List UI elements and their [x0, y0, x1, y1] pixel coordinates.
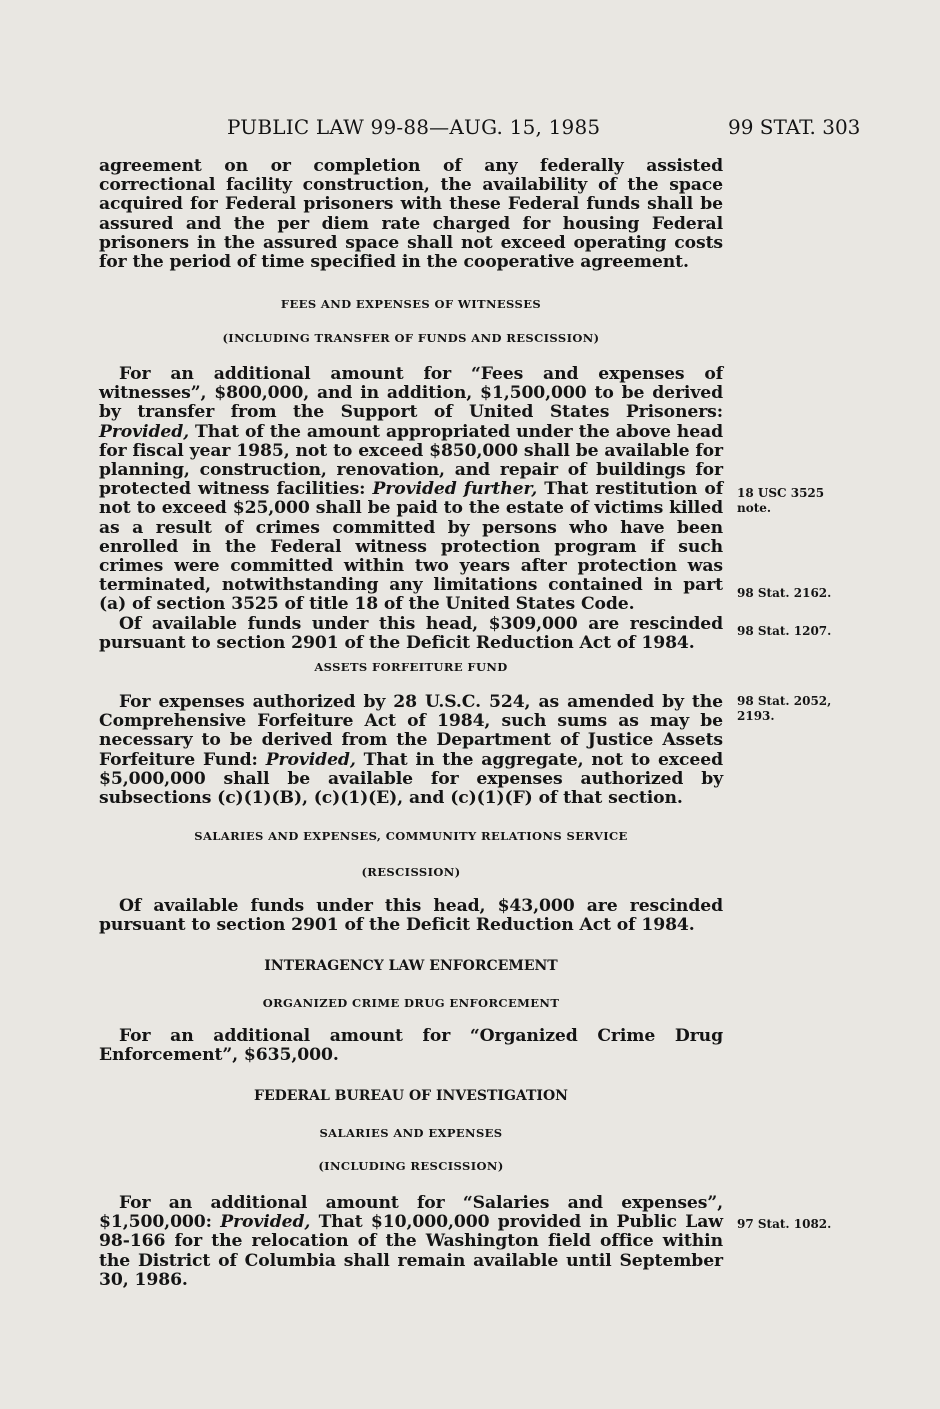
fbi-text — [99, 1194, 723, 1290]
section-subheading-witnesses: (INCLUDING TRANSFER OF FUNDS AND RESCISSION) — [222, 331, 600, 345]
margin-note-stat-1082: 97 Stat. 1082. — [737, 1217, 832, 1231]
section-heading-forfeiture: ASSETS FORFEITURE FUND — [314, 660, 508, 674]
stat-page-number: 99 STAT. 303 — [728, 115, 861, 139]
section-heading-community: SALARIES AND EXPENSES, COMMUNITY RELATIONS SERVICE — [194, 829, 628, 843]
paragraph: For an additional amount for “Salaries and expenses”, $1,500,000: Provided, That $10,000,000 provided in Public Law 98-166 for the relocation of the Washington field office within the District of Columbia shall remain available until September 30, 1986. — [99, 1193, 723, 1290]
continued-paragraph — [99, 157, 723, 272]
margin-note-stat-2162: 98 Stat. 2162. — [737, 586, 832, 600]
forfeiture-text — [99, 693, 723, 808]
proviso: Provided further, — [372, 479, 538, 500]
section-subheading-fbi: (INCLUDING RESCISSION) — [318, 1159, 504, 1173]
paragraph: For an additional amount for “Fees and expenses of witnesses”, $800,000, and in addition, $1,500,000 to be derived by transfer from the Support of United States Prisoners: Provided, That of the amount appropriated under the above head for fiscal year 1985, not to exceed $850,000 shall be available for planning, construction, renovation, and repair of buildings for protected witness facilities: Provided further, That restitution of not to exceed $25,000 shall be paid to the estate of victims killed as a result of crimes committed by persons who have been enrolled in the Federal witness protection program if such crimes were committed within two years after protection was terminated, notwithstanding any limitations contained in part (a) of section 3525 of title 18 of the United States Code. — [99, 364, 724, 615]
title-interagency: INTERAGENCY LAW ENFORCEMENT — [264, 958, 558, 974]
section-heading-ocde: ORGANIZED CRIME DRUG ENFORCEMENT — [262, 996, 560, 1010]
section-heading-witnesses: FEES AND EXPENSES OF WITNESSES — [280, 297, 542, 311]
section-heading-fbi-salaries: SALARIES AND EXPENSES — [319, 1126, 503, 1140]
title-fbi: FEDERAL BUREAU OF INVESTIGATION — [254, 1088, 568, 1104]
running-title: PUBLIC LAW 99-88—AUG. 15, 1985 — [227, 115, 601, 139]
paragraph: Of available funds under this head, $309,000 are rescinded pursuant to section 2901 of the Deficit Reduction Act of 1984. — [99, 613, 723, 653]
proviso: Provided, — [265, 749, 356, 770]
margin-note-usc: 18 USC 3525 note. — [737, 486, 825, 515]
paragraph: agreement on or completion of any federally assisted correctional facility construction, the availability of the space acquired for Federal prisoners with these Federal funds shall be assured and the per diem rate charged for housing Federal prisoners in the assured space shall not exceed operating costs for the period of time specified in the cooperative agreement. — [99, 156, 723, 273]
community-text — [99, 897, 723, 935]
ocde-text — [99, 1027, 723, 1065]
margin-note-stat-1207: 98 Stat. 1207. — [737, 624, 832, 638]
paragraph: For an additional amount for “Organized Crime Drug Enforcement”, $635,000. — [99, 1026, 723, 1066]
paragraph: Of available funds under this head, $43,000 are rescinded pursuant to section 2901 of the Deficit Reduction Act of 1984. — [99, 896, 723, 936]
paragraph: For expenses authorized by 28 U.S.C. 524, as amended by the Comprehensive Forfeiture Act of 1984, such sums as may be necessary to be derived from the Department of Justice Assets Forfeiture Fund: Provided, That in the aggregate, not to exceed $5,000,000 shall be available for expenses authorized by subsections (c)(1)(B), (c)(1)(E), and (c)(1)(F) of that section. — [99, 692, 723, 809]
margin-note-stat-2052: 98 Stat. 2052, 2193. — [737, 694, 832, 723]
proviso: Provided, — [99, 421, 190, 442]
proviso: Provided, — [220, 1212, 311, 1233]
section-subheading-community: (RESCISSION) — [361, 865, 461, 879]
witnesses-text — [99, 365, 723, 653]
